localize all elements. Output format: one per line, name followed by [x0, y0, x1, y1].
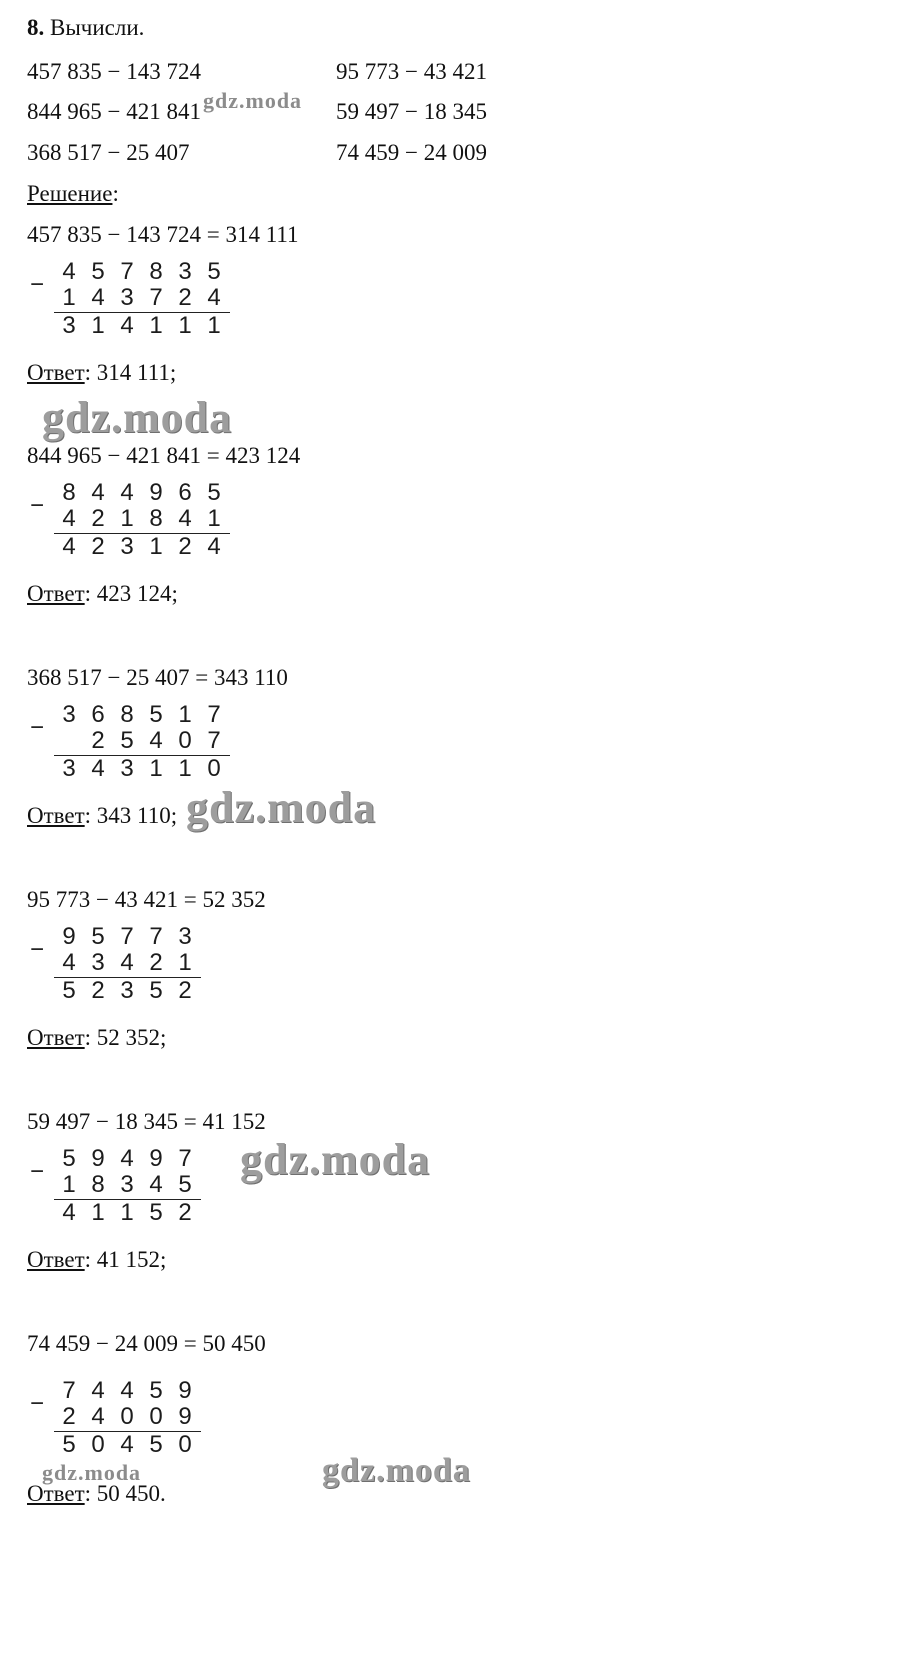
column-result-rule [54, 1431, 201, 1432]
answer-label: Ответ [27, 1025, 85, 1050]
column-subtrahend-digit: 1 [120, 505, 134, 532]
column-minuend-digit: 7 [120, 923, 134, 950]
column-subtrahend-digit: 3 [120, 1171, 134, 1198]
column-result-digit: 5 [62, 1431, 76, 1458]
watermark-3: gdz.moda [186, 783, 377, 832]
column-result-digit: 4 [91, 755, 105, 782]
column-result-digit: 2 [91, 533, 105, 560]
answer-label: Ответ [27, 1247, 85, 1272]
column-minuend-digit: 4 [120, 479, 134, 506]
solution-equation: 844 965 − 421 841 = 423 124 [27, 443, 301, 468]
column-minuend-digit: 7 [120, 258, 134, 285]
column-minuend-digit: 6 [178, 479, 192, 506]
column-result-digit: 0 [207, 755, 221, 782]
solution-equation: 59 497 − 18 345 = 41 152 [27, 1109, 266, 1134]
example-left-3: 368 517 − 25 407 [27, 140, 190, 165]
example-right-2: 59 497 − 18 345 [336, 99, 487, 124]
column-result-digit: 5 [149, 977, 163, 1004]
column-subtrahend-digit: 4 [120, 949, 134, 976]
column-result-digit: 1 [178, 755, 192, 782]
column-result-digit: 3 [120, 533, 134, 560]
column-result-digit: 2 [178, 1199, 192, 1226]
column-minuend-digit: 9 [149, 1145, 163, 1172]
watermark-5: gdz.moda [42, 1460, 142, 1485]
column-subtrahend-digit: 1 [207, 505, 221, 532]
watermark-4: gdz.moda [240, 1135, 431, 1184]
answer-value: : 41 152; [84, 1247, 167, 1272]
column-minuend-digit: 3 [178, 923, 192, 950]
column-result-digit: 1 [178, 312, 192, 339]
solution-label: Решение [27, 181, 113, 206]
column-result-digit: 4 [62, 1199, 76, 1226]
column-minuend-digit: 4 [120, 1377, 134, 1404]
column-result-digit: 2 [91, 977, 105, 1004]
column-minus-sign: − [30, 936, 45, 963]
column-subtrahend-digit: 0 [149, 1403, 163, 1430]
column-minuend-digit: 7 [207, 701, 221, 728]
column-subtrahend-digit: 7 [207, 727, 221, 754]
column-minuend-digit: 7 [62, 1377, 76, 1404]
column-minuend-digit: 4 [62, 258, 76, 285]
column-subtrahend-digit: 8 [149, 505, 163, 532]
column-subtrahend-digit: 4 [62, 505, 76, 532]
column-subtrahend-digit: 2 [91, 505, 105, 532]
column-minuend-digit: 7 [178, 1145, 192, 1172]
column-minuend-digit: 5 [91, 258, 105, 285]
column-result-digit: 5 [149, 1431, 163, 1458]
column-minuend-digit: 8 [149, 258, 163, 285]
column-minuend-digit: 3 [62, 701, 76, 728]
solution-heading [27, 180, 119, 208]
column-minuend-digit: 5 [149, 1377, 163, 1404]
column-minus-sign: − [30, 271, 45, 298]
column-subtrahend-digit: 0 [120, 1403, 134, 1430]
column-minuend-digit: 5 [62, 1145, 76, 1172]
column-result-rule [54, 533, 230, 534]
column-subtrahend-digit: 1 [62, 1171, 76, 1198]
column-subtrahend-digit: 9 [178, 1403, 192, 1430]
example-left-2: 844 965 − 421 841 [27, 99, 201, 124]
answer-value: : 50 450. [84, 1481, 166, 1506]
column-minuend-digit: 5 [207, 479, 221, 506]
example-left-1: 457 835 − 143 724 [27, 59, 201, 84]
column-minus-sign: − [30, 714, 45, 741]
solution-equation: 368 517 − 25 407 = 343 110 [27, 665, 288, 690]
answer-line [27, 802, 177, 830]
column-result-digit: 3 [120, 755, 134, 782]
column-minuend-digit: 5 [149, 701, 163, 728]
answer-value: : 423 124; [84, 581, 178, 606]
solution-equation: 74 459 − 24 009 = 50 450 [27, 1331, 266, 1356]
column-result-rule [54, 755, 230, 756]
column-result-digit: 1 [149, 533, 163, 560]
column-minuend-digit: 9 [178, 1377, 192, 1404]
column-result-digit: 4 [207, 533, 221, 560]
column-subtrahend-digit: 4 [62, 949, 76, 976]
column-result-digit: 3 [62, 312, 76, 339]
column-subtrahend-digit: 8 [91, 1171, 105, 1198]
column-subtrahend-digit: 1 [178, 949, 192, 976]
watermark-6: gdz.moda [322, 1452, 471, 1489]
answer-label: Ответ [27, 1481, 85, 1506]
task-number: 8. [27, 15, 45, 40]
column-result-digit: 4 [120, 1431, 134, 1458]
column-result-digit: 1 [149, 755, 163, 782]
column-minuend-digit: 7 [149, 923, 163, 950]
column-subtrahend-digit: 4 [178, 505, 192, 532]
column-result-digit: 4 [62, 533, 76, 560]
answer-line [27, 359, 176, 387]
answer-value: : 343 110; [84, 803, 178, 828]
column-minus-sign: − [30, 492, 45, 519]
column-subtrahend-digit: 1 [62, 284, 76, 311]
column-subtrahend-digit: 4 [91, 284, 105, 311]
column-result-digit: 0 [91, 1431, 105, 1458]
column-result-digit: 5 [62, 977, 76, 1004]
column-subtrahend-digit: 5 [178, 1171, 192, 1198]
column-minuend-digit: 8 [120, 701, 134, 728]
solution-colon: : [112, 181, 119, 206]
column-minuend-digit: 3 [178, 258, 192, 285]
column-subtrahend-digit: 4 [91, 1403, 105, 1430]
column-result-digit: 2 [178, 533, 192, 560]
solution-equation: 457 835 − 143 724 = 314 111 [27, 222, 299, 247]
column-result-digit: 5 [149, 1199, 163, 1226]
column-minus-sign: − [30, 1390, 45, 1417]
column-subtrahend-digit: 5 [120, 727, 134, 754]
column-minuend-digit: 4 [91, 479, 105, 506]
column-subtrahend-digit: 4 [149, 727, 163, 754]
column-minus-sign: − [30, 1158, 45, 1185]
column-minuend-digit: 5 [91, 923, 105, 950]
answer-label: Ответ [27, 803, 85, 828]
column-subtrahend-digit: 7 [149, 284, 163, 311]
column-result-digit: 1 [207, 312, 221, 339]
column-subtrahend-digit: 4 [149, 1171, 163, 1198]
column-minuend-digit: 9 [149, 479, 163, 506]
column-subtrahend-digit: 4 [207, 284, 221, 311]
answer-value: : 314 111; [84, 360, 177, 385]
column-minuend-digit: 1 [178, 701, 192, 728]
column-minuend-digit: 8 [62, 479, 76, 506]
answer-line [27, 1246, 166, 1274]
column-subtrahend-digit: 3 [91, 949, 105, 976]
watermark-2: gdz.moda [42, 393, 233, 442]
answer-label: Ответ [27, 581, 85, 606]
column-subtrahend-digit: 2 [149, 949, 163, 976]
answer-line [27, 1024, 166, 1052]
watermark-1: gdz.moda [203, 88, 303, 113]
column-subtrahend-digit: 0 [178, 727, 192, 754]
column-result-digit: 2 [178, 977, 192, 1004]
answer-label: Ответ [27, 360, 85, 385]
column-result-digit: 1 [120, 1199, 134, 1226]
column-subtrahend-digit: 2 [91, 727, 105, 754]
example-right-1: 95 773 − 43 421 [336, 59, 487, 84]
column-result-rule [54, 977, 201, 978]
task-heading [27, 14, 144, 42]
column-result-digit: 3 [62, 755, 76, 782]
column-result-rule [54, 312, 230, 313]
column-minuend-digit: 9 [91, 1145, 105, 1172]
example-right-3: 74 459 − 24 009 [336, 140, 487, 165]
column-result-rule [54, 1199, 201, 1200]
answer-value: : 52 352; [84, 1025, 167, 1050]
task-title: Вычисли. [50, 15, 145, 40]
column-minuend-digit: 5 [207, 258, 221, 285]
column-result-digit: 0 [178, 1431, 192, 1458]
column-minuend-digit: 4 [120, 1145, 134, 1172]
solution-equation: 95 773 − 43 421 = 52 352 [27, 887, 266, 912]
column-minuend-digit: 4 [91, 1377, 105, 1404]
column-subtrahend-digit: 2 [178, 284, 192, 311]
column-result-digit: 1 [91, 1199, 105, 1226]
answer-line [27, 580, 178, 608]
column-result-digit: 1 [91, 312, 105, 339]
column-minuend-digit: 6 [91, 701, 105, 728]
column-subtrahend-digit: 3 [120, 284, 134, 311]
column-result-digit: 1 [149, 312, 163, 339]
column-subtrahend-digit: 2 [62, 1403, 76, 1430]
column-result-digit: 4 [120, 312, 134, 339]
column-result-digit: 3 [120, 977, 134, 1004]
column-minuend-digit: 9 [62, 923, 76, 950]
